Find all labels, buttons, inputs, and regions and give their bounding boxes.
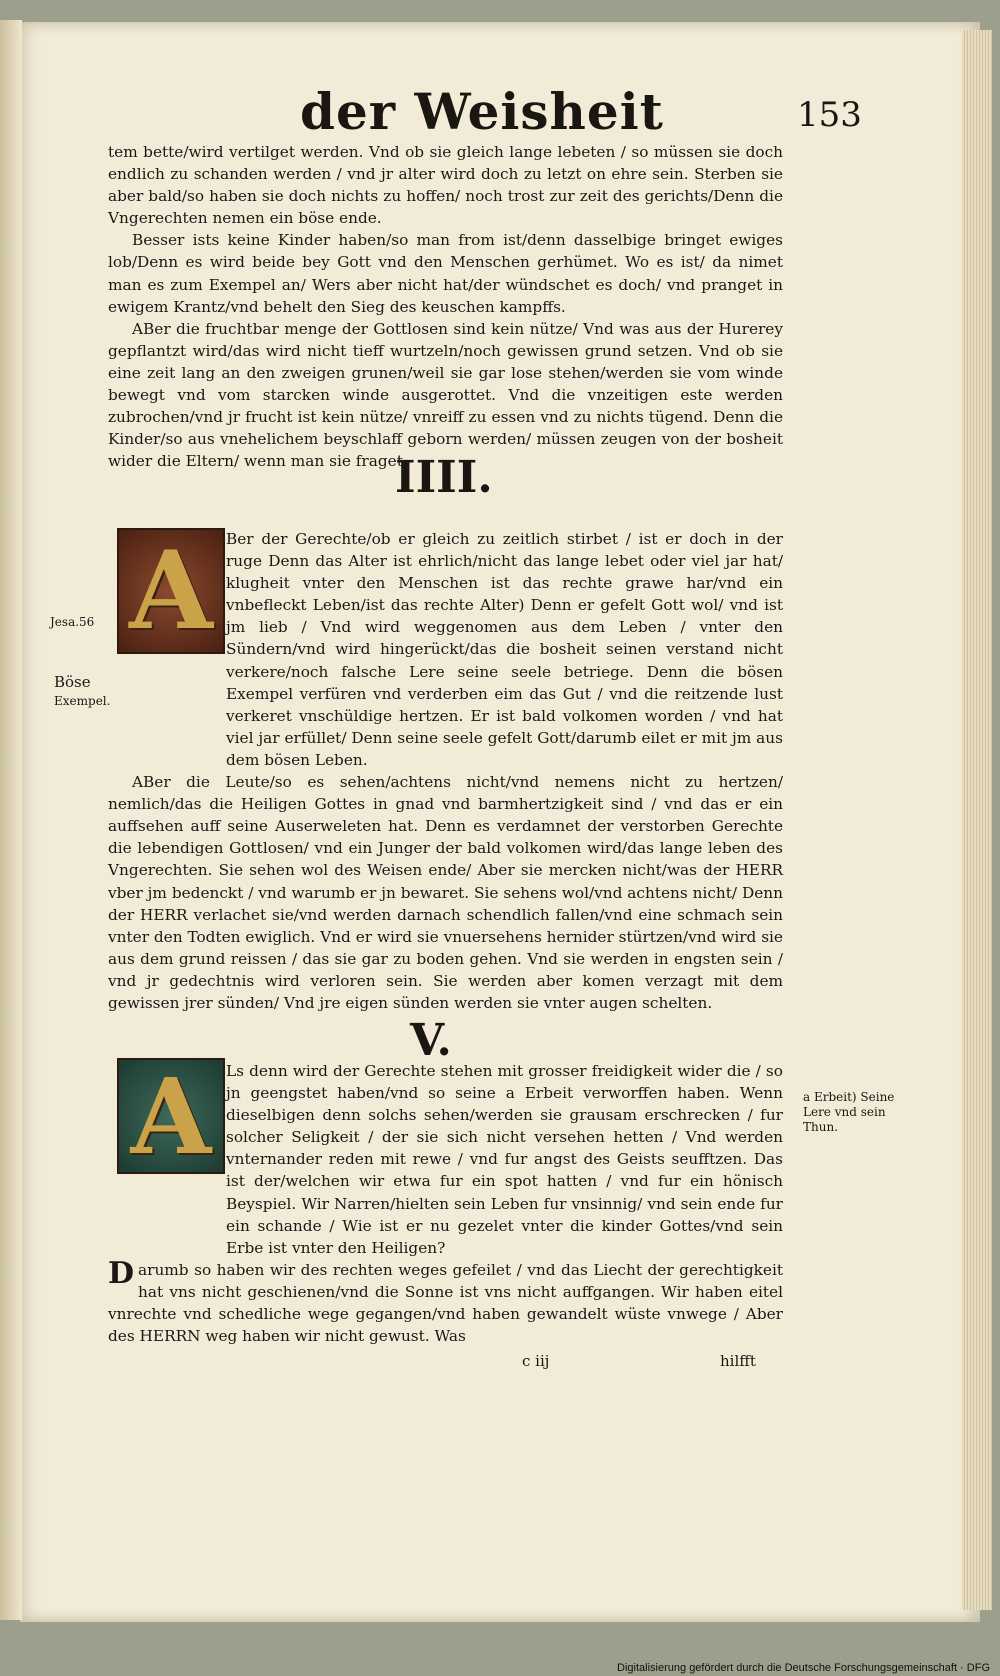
paragraph: Ber der Gerechte/ob er gleich zu zeitlich stirbet / ist er doch in der ruge Denn das Alter ist ehrlich/nicht das lange lebet oder viel jar hat/ klugheit vnter den Menschen ist das rechte grawe har/vnd ein vnbefleckt Leben/ist das rechte Alter) Denn er gefelt Gott wol/ vnd ist jm lieb / Vnd wird weggenomen aus dem Leben / vnter den Sündern/vnd wird hingerückt/das die bosheit seinen verstand nicht verkere/noch falsche Lere seine seele betriege. Denn die bösen Exempel verfüren vnd verderben eim das Gut / vnd die reitzende lust verkeret vnschüldige hertzen. Er ist bald volkomen worden / vnd hat viel jar erfüllet/ Denn seine seele gefelt Gott/darumb eilet er mit jm aus dem bösen Leben. bbox=[226, 530, 783, 769]
margin-note-boese: Böse bbox=[54, 673, 91, 691]
decorated-initial-5: A bbox=[117, 1058, 225, 1174]
small-initial: D bbox=[108, 1255, 135, 1291]
text-block-1 bbox=[108, 141, 783, 472]
text-block-3 bbox=[108, 1060, 783, 1347]
chapter-heading-5: V. bbox=[410, 1015, 452, 1066]
chapter-heading-4: IIII. bbox=[395, 452, 493, 503]
page-edges bbox=[962, 30, 992, 1610]
paragraph: Ls denn wird der Gerechte stehen mit grosser freidigkeit wider die / so jn geengstet haben/vnd so seine a Erbeit verworffen haben. Wenn dieselbigen denn solchs sehen/werden sie grausam erschrecken / fur solcher Seligkeit / der sie sich nicht versehen hetten / Vnd werden vnternander reden mit rewe / vnd fur angst des Geists seufftzen. Das ist der/welchen wir etwa fur ein spot hatten / vnd fur ein hönisch Beyspiel. Wir Narren/hielten sein Leben fur vnsinnig/ vnd sein ende fur ein schande / Wie ist er nu gezelet vnter die kinder Gottes/vnd sein Erbe ist vnter den Heiligen? bbox=[226, 1062, 783, 1257]
decorated-initial-4: A bbox=[117, 528, 225, 654]
paragraph: ABer die Leute/so es sehen/achtens nicht/vnd nemens nicht zu hertzen/ nemlich/das die Heiligen Gottes in gnad vnd barmhertzigkeit sind / vnd das er ein auffsehen auff seine Auserweleten hat. Denn es verdamnet der verstorben Gerechte die lebendigen Gottlosen/ vnd ein Junger der bald volkomen wird/das lange leben des Vngerechten. Sie sehen wol des Weisen ende/ Aber sie mercken nicht/was der HERR vber jm bedenckt / vnd warumb er jn bewaret. Sie sehens wol/vnd achtens nicht/ Denn der HERR verlachet sie/vnd werden darnach schendlich fallen/vnd eine schmach sein vnter den Todten ewiglich. Vnd er wird sie vnuersehens hernider stürtzen/vnd wird sie aus dem grund reissen / das sie gar zu boden gehen. Vnd sie werden in engsten sein / vnd jr gedechtnis wird verloren sein. Sie werden aber komen verzagt mit dem gewissen jrer sünden/ Vnd jre eigen sünden werden sie vnter augen schelten. bbox=[108, 773, 783, 1012]
signature-mark: c iij bbox=[522, 1352, 550, 1370]
margin-note-erbeit: a Erbeit) Seine Lere vnd sein Thun. bbox=[803, 1090, 895, 1134]
paragraph: Besser ists keine Kinder haben/so man from ist/denn dasselbige bringet ewiges lob/Denn es wird beide bey Gott vnd den Menschen gerhümet. Wo es ist/ da nimet man es zum Exempel an/ Wers aber nicht hat/der wündschet es doch/ vnd pranget in ewigem Krantz/vnd behelt den Sieg des keuschen kampffs. bbox=[108, 231, 783, 316]
digitization-credit: Digitalisierung gefördert durch die Deutsche Forschungsgemeinschaft · DFG bbox=[617, 1662, 990, 1674]
catchword: hilfft bbox=[720, 1352, 756, 1370]
folio-number: 153 bbox=[797, 95, 862, 135]
page-gutter bbox=[0, 20, 22, 1620]
paragraph: tem bette/wird vertilget werden. Vnd ob sie gleich lange lebeten / so müssen sie doch endlich zu schanden werden / vnd jr alter wird doch zu letzt on ehre sein. Sterben sie aber bald/so haben sie doch nichts zu hoffen/ noch trost zur zeit des gerichts/Denn die Vngerechten nemen ein böse ende. bbox=[108, 143, 783, 228]
paragraph: ABer die fruchtbar menge der Gottlosen sind kein nütze/ Vnd was aus der Hurerey gepflantzt wird/das wird nicht tieff wurtzeln/noch gewissen grund setzen. Vnd ob sie eine zeit lang an den zweigen grunen/weil sie gar lose stehen/werden sie vom winde bewegt vnd vom starcken winde ausgerottet. Vnd die vnzeitigen este werden zubrochen/vnd jr frucht ist kein nütze/ vnreiff zu essen vnd zu nichts tügend. Denn die Kinder/so aus vnehelichem beyschlaff geborn werden/ müssen zeugen von der bosheit wider die Eltern/ wenn man sie fraget. bbox=[108, 319, 783, 471]
text-block-2 bbox=[108, 528, 783, 1014]
paragraph-text: arumb so haben wir des rechten weges gefeilet / vnd das Liecht der gerechtigkeit hat vns nicht geschienen/vnd die Sonne ist vns nicht auffgangen. Wir haben eitel vnrechte vnd schedliche wege gegangen/vnd haben gewandelt wüste vnwege / Aber des HERRN weg haben wir nicht gewust. Was bbox=[108, 1260, 783, 1346]
margin-note-exempel: Exempel. bbox=[54, 694, 111, 708]
paragraph bbox=[108, 1255, 783, 1347]
margin-note-jesa: Jesa.56 bbox=[50, 615, 95, 629]
running-title: der Weisheit bbox=[300, 82, 664, 141]
